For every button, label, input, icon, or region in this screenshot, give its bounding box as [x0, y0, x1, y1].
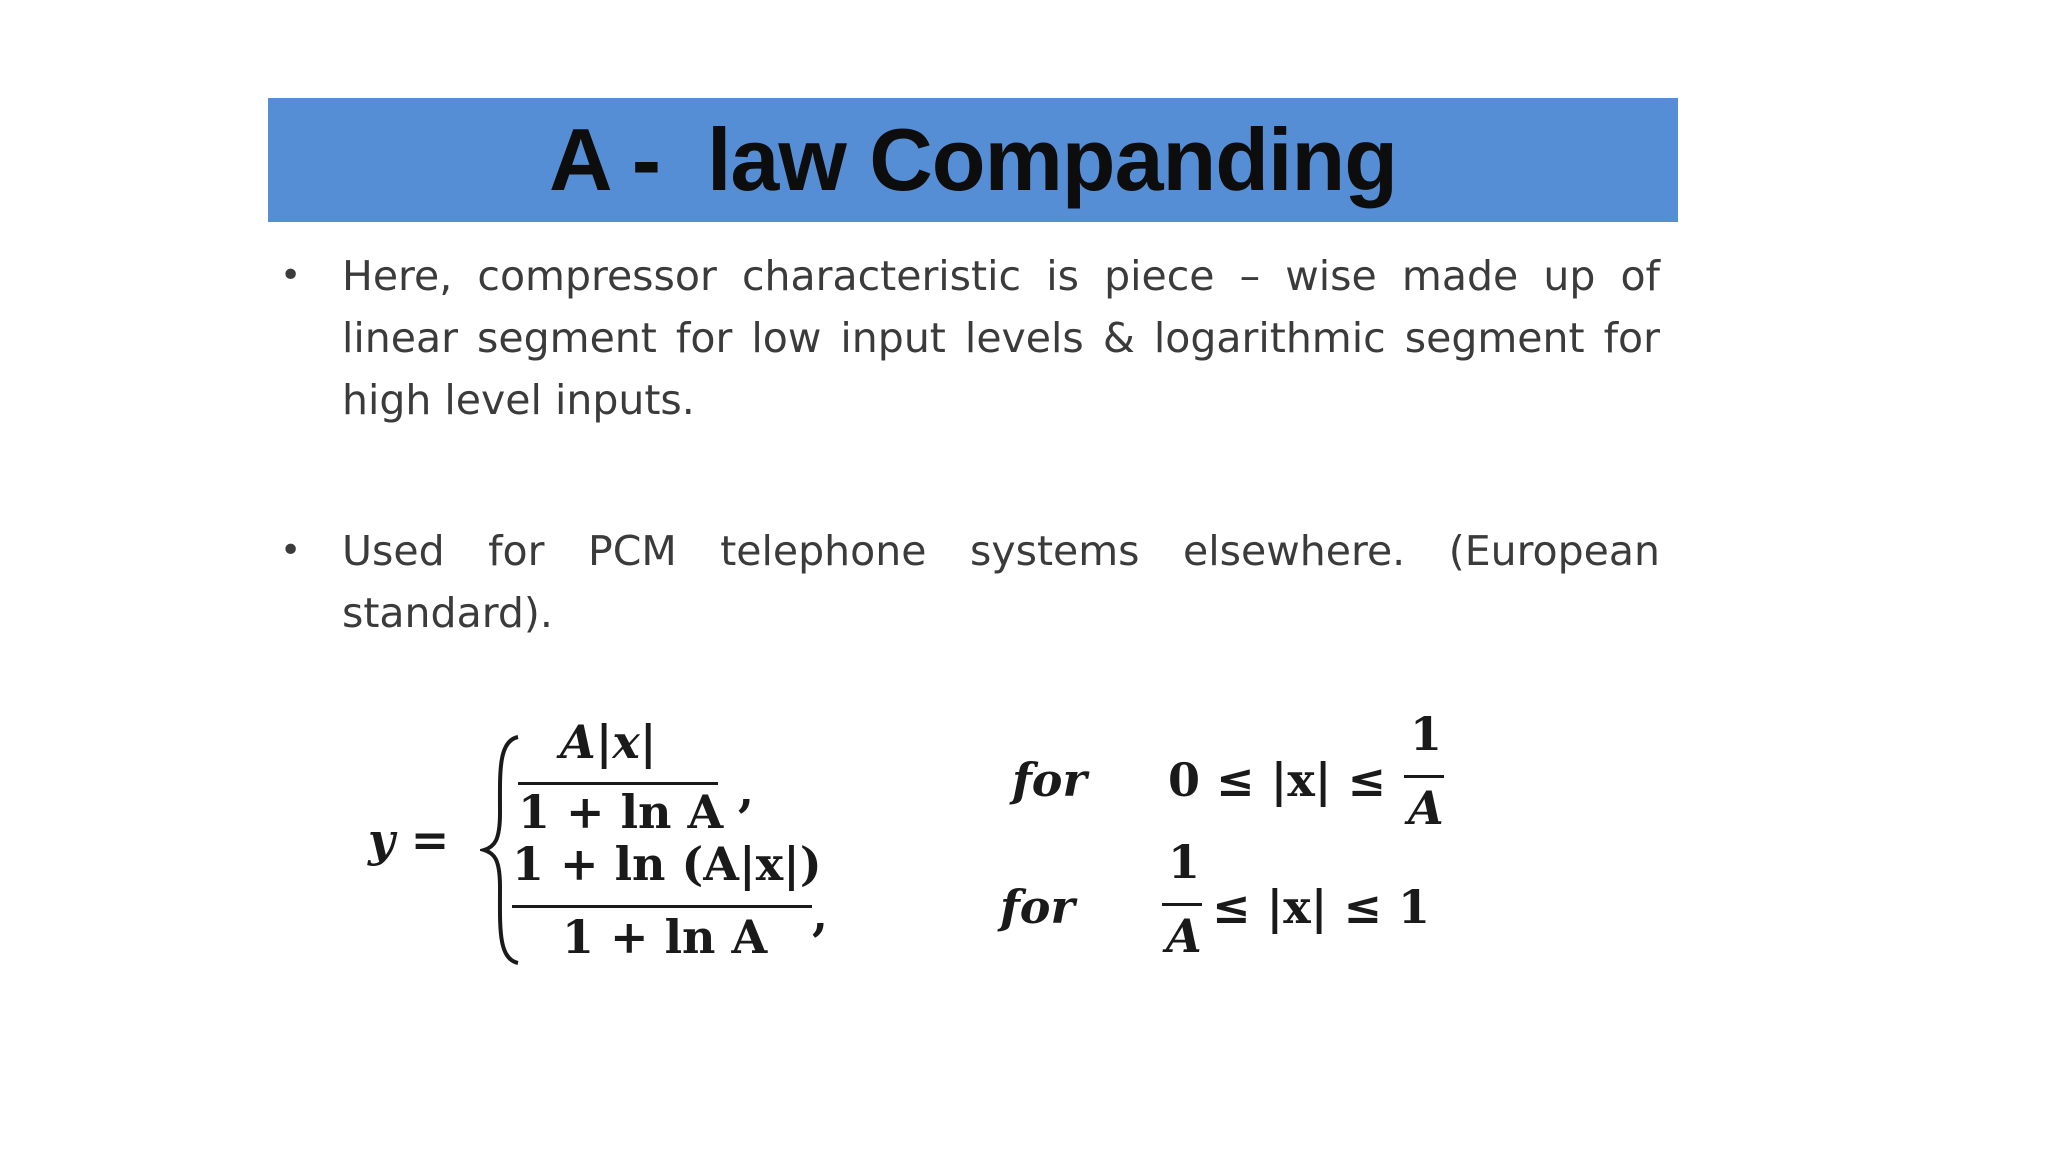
- bullet-marker: •: [280, 530, 302, 571]
- bullet-text: Used for PCM telephone systems elsewhere. (European standard).: [342, 527, 1660, 637]
- case1-condition-fraction-bar: [1404, 775, 1444, 778]
- formula-lhs: y =: [368, 813, 450, 867]
- bullet-item: [280, 520, 1660, 644]
- case2-for-label: for: [1000, 880, 1075, 934]
- case2-condition-fraction-bar: [1162, 903, 1202, 906]
- title-bar: [268, 98, 1678, 222]
- bullet-text: Here, compressor characteristic is piece – wise made up of linear segment for low input levels & logarithmic segment for high level inputs.: [342, 252, 1660, 424]
- slide-title: A - law Companding: [549, 110, 1397, 209]
- case2-numerator: 1 + ln (A|x|): [512, 837, 822, 891]
- case2-denominator: 1 + ln A: [562, 910, 768, 964]
- case2-separator: ,: [812, 887, 829, 941]
- bullet-marker: •: [280, 255, 302, 296]
- case1-condition-numerator: 1: [1410, 707, 1443, 761]
- case1-separator: ,: [738, 763, 755, 817]
- case2-fraction-bar: [512, 905, 812, 908]
- a-law-formula: [360, 705, 1510, 995]
- case2-condition-numerator: 1: [1168, 835, 1201, 889]
- case2-condition: ≤ |x| ≤ 1: [1212, 880, 1431, 934]
- case2-condition-denominator: A: [1166, 909, 1202, 963]
- case1-condition-denominator: A: [1408, 781, 1444, 835]
- case1-denominator: 1 + ln A: [518, 785, 724, 839]
- case1-numerator: A|x|: [560, 715, 657, 769]
- bullet-item: [280, 245, 1660, 431]
- case1-condition: 0 ≤ |x| ≤: [1168, 753, 1387, 807]
- case1-for-label: for: [1012, 753, 1087, 807]
